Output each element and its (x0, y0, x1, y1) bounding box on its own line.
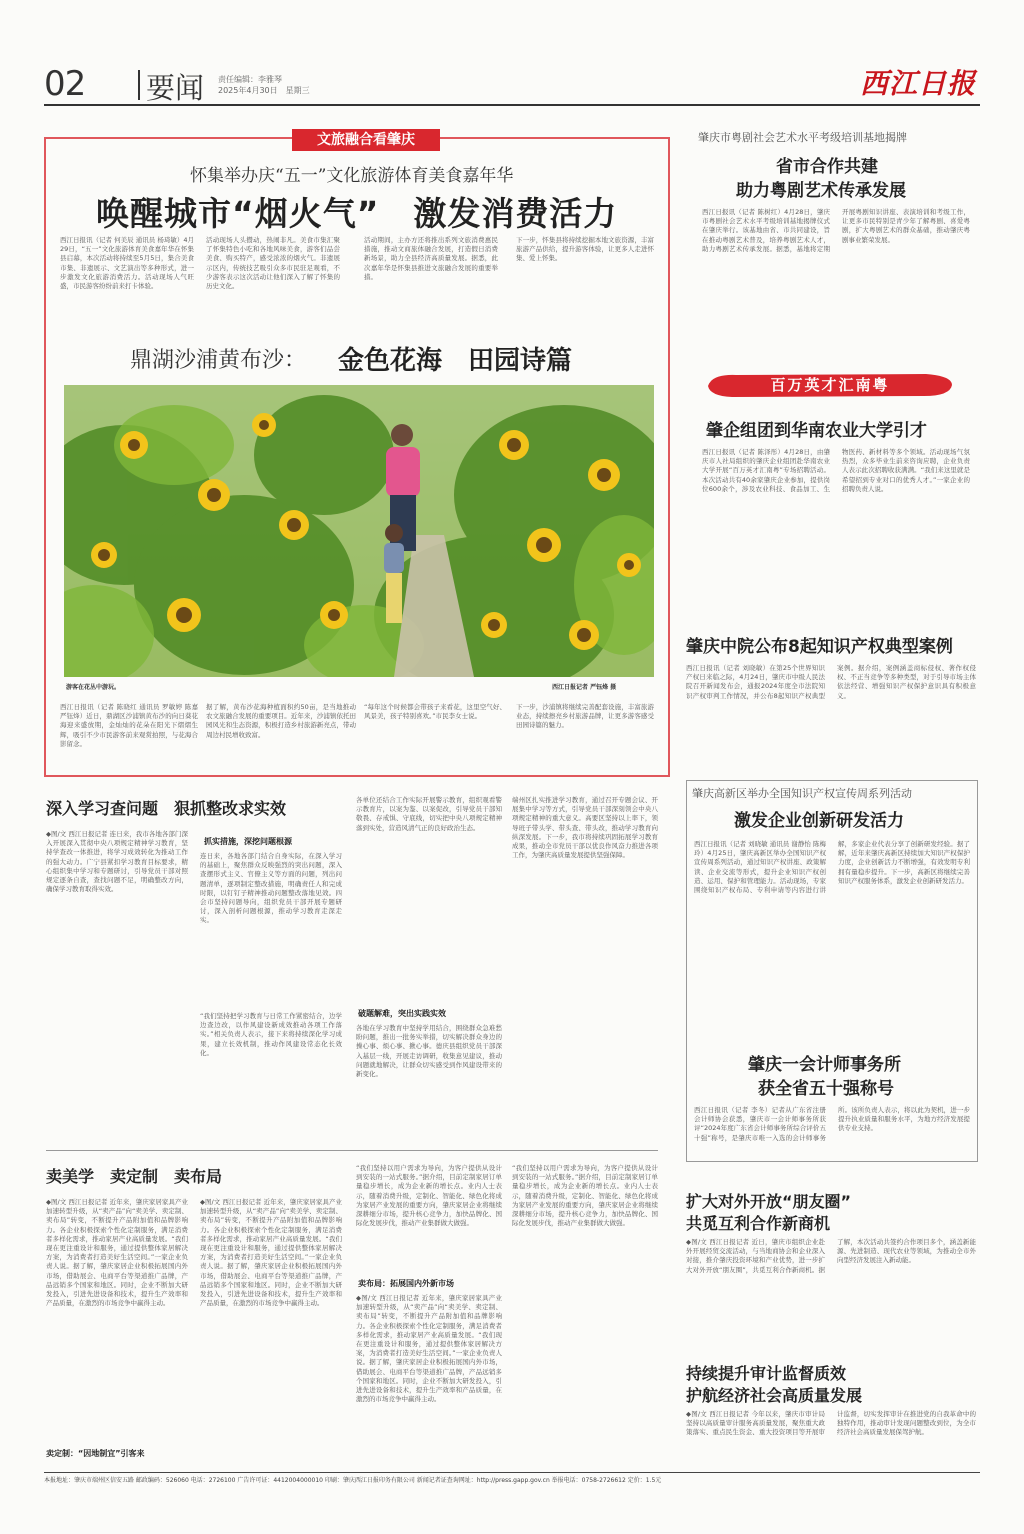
feature2-body-col1: 西江日报讯（记者 陈晓红 通讯员 罗敏婷 陈嘉 严钰烽）近日，鼎湖区沙浦镇黄布沙的向日葵花海迎来盛放期，金灿灿的花朵在阳光下熠熠生辉，吸引不少市民游客前来观赏拍照，与花海合影留念。 (60, 703, 198, 748)
banner (706, 372, 954, 398)
lower-article2-body-col3: “我们坚持以用户需求为导向，为客户提供从设计到安装的一站式服务。”据介绍，目前定制家居订单量稳步增长，成为企业新的增长点。业内人士表示，随着消费升级，定制化、智能化、绿色化将成为家居产业发展的重要方向，肇庆家居企业将继续深耕细分市场，提升核心竞争力，加快品牌化、国际化发展步伐，推动产业集群做大做强。 (356, 1164, 502, 1228)
section-divider (46, 1150, 658, 1151)
lower-article2-body-col3b: ◆图/文 西江日报记者 近年来，肇庆家居家具产业加速转型升级，从“卖产品”向“卖美学、卖定制、卖布局”转变，不断提升产品附加值和品牌影响力。各企业积极探索个性化定制服务，满足消费者多样化需求，推动家居产业高质量发展。“我们现在更注重设计和服务，通过提供整体家居解决方案，为消费者打造美好生活空间。”一家企业负责人说。据了解，肇庆家居企业积极拓展国内外市场，借助展会、电商平台等渠道推广品牌，产品远销多个国家和地区。同时，企业不断加大研发投入，引进先进设备和技术，提升生产效率和产品质量，在激烈的市场竞争中赢得主动。 (356, 1294, 502, 1404)
lower-article1-subhead1: 抓实措施，深挖问题根源 (204, 837, 292, 846)
feature-body-col3: 活动期间，主办方还将推出系列文旅消费惠民措施，推动文商旅体融合发展，打造假日消费新场景，助力全县经济高质量发展。据悉，此次嘉年华是怀集县推进文旅融合发展的重要举措。 (364, 236, 498, 281)
feature-body-col1: 西江日报讯（记者 何美辰 通讯员 杨琦敏）4月29日，“五一”文化旅游体育美食嘉年华在怀集县启幕，本次活动将持续至5月5日，集合美食市集、非遗展示、文艺演出等多种形式，进一步激发文化旅游消费活力。活动现场人气旺盛，市民游客纷纷前来打卡体验。 (60, 236, 194, 291)
lower-article2-body-col1: ◆图/文 西江日报记者 近年来，肇庆家居家具产业加速转型升级，从“卖产品”向“卖美学、卖定制、卖布局”转变，不断提升产品附加值和品牌影响力。各企业积极探索个性化定制服务，满足消费者多样化需求，推动家居产业高质量发展。“我们现在更注重设计和服务，通过提供整体家居解决方案，为消费者打造美好生活空间。”一家企业负责人说。据了解，肇庆家居企业积极拓展国内外市场，借助展会、电商平台等渠道推广品牌，产品远销多个国家和地区。同时，企业不断加大研发投入，引进先进设备和技术，提升生产效率和产品质量，在激烈的市场竞争中赢得主动。 (46, 1198, 188, 1308)
photo-credit: 西江日报记者 严钰烽 摄 (552, 684, 617, 691)
newspaper-logo: 西江日报 (859, 67, 976, 100)
article4-title: 激发企业创新研发活力 (734, 811, 904, 831)
article5-title-line2: 获全省五十强称号 (758, 1079, 894, 1099)
lower-article1-body-col1: ◆图/文 西江日报记者 连日来，我市各地各部门深入开展深入贯彻中央八项规定精神学习教育，坚持学查改一体推进，将学习成效转化为推动工作的强大动力。广宁县紧扣学习教育目标要求，精心组织集中学习和专题研讨，引导党员干部对照规定逐条自查，查找问题不足，明确整改方向，确保学习教育取得实效。 (46, 830, 188, 894)
article3-title: 肇庆中院公布8起知识产权典型案例 (686, 637, 953, 657)
date-line: 2025年4月30日 星期三 (218, 86, 310, 95)
article2-body: 西江日报讯（记者 陈泽彤）4月28日，由肇庆市人社局组织的肇庆企业组团赴华南农业大学开展“百万英才汇南粤”专场招聘活动。本次活动共有40余家肇庆企业参加，提供岗位600余个，涉及农业科技、食品加工、生物医药、新材料等多个领域。活动现场气氛热烈，众多毕业生前来咨询应聘，企业负责人表示此次招聘收获满满。“我们来这里就是希望招到专业对口的优秀人才。”一家企业的招聘负责人说。 (702, 448, 970, 493)
feature2-body-col4: 下一步，沙浦镇将继续完善配套设施，丰富旅游业态，持续擦亮乡村旅游品牌，让更多游客感受田园诗篇的魅力。 (516, 703, 654, 730)
article6-title-line2: 共觅互利合作新商机 (686, 1214, 831, 1233)
article7-body: ◆图/文 西江日报记者 今年以来，肇庆市审计局坚持以高质量审计服务高质量发展，聚焦重大政策落实、重点民生资金、重大投资项目等开展审计监督，切实发挥审计在推进党的自我革命中的独特作用，推动审计发现问题整改到位，为全市经济社会高质量发展保驾护航。 (686, 1410, 976, 1437)
editor-line: 责任编辑：李雅琴 (218, 75, 282, 84)
article1-kicker: 肇庆市粤剧社会艺术水平考级培训基地揭牌 (698, 131, 907, 144)
article2-title: 肇企组团到华南农业大学引才 (706, 421, 927, 441)
lower-article2-subhead1: 卖定制：“因地制宜”引客来 (46, 1449, 145, 1458)
sunflower-field-illustration (64, 385, 654, 677)
article5-title-line1: 肇庆一会计师事务所 (748, 1055, 901, 1075)
feature2-body-col2: 据了解，黄布沙花海种植面积约50亩，是当地推动农文旅融合发展的重要项目。近年来，沙浦镇依托田园风光和生态资源，积极打造乡村旅游新亮点，带动周边村民增收致富。 (206, 703, 356, 739)
lower-article1-body-col2b: “我们坚持把学习教育与日常工作紧密结合，边学边查边改，以作风建设新成效推动各项工作落实。”相关负责人表示，接下来将持续深化学习成果，建立长效机制，推动作风建设常态化长效化。 (200, 1012, 342, 1057)
article7-title-line2: 护航经济社会高质量发展 (686, 1386, 863, 1405)
sub-headline: 金色花海 田园诗篇 (338, 346, 573, 376)
section-name: 要闻 (146, 71, 205, 105)
lower-article1-body-col3: 各单位还结合工作实际开展警示教育，组织观看警示教育片，以案为鉴、以案促改，引导党员干部知敬畏、存戒惧、守底线，切实把中央八项规定精神落到实处，营造风清气正的良好政治生态。 (356, 796, 502, 832)
lower-article2-body-col2: ◆图/文 西江日报记者 近年来，肇庆家居家具产业加速转型升级，从“卖产品”向“卖美学、卖定制、卖布局”转变，不断提升产品附加值和品牌影响力。各企业积极探索个性化定制服务，满足消费者多样化需求，推动家居产业高质量发展。“我们现在更注重设计和服务，通过提供整体家居解决方案，为消费者打造美好生活空间。”一家企业负责人说。据了解，肇庆家居企业积极拓展国内外市场，借助展会、电商平台等渠道推广品牌，产品远销多个国家和地区。同时，企业不断加大研发投入，引进先进设备和技术，提升生产效率和产品质量，在激烈的市场竞争中赢得主动。 (200, 1198, 342, 1308)
article7-title-line1: 持续提升审计监督质效 (686, 1364, 847, 1383)
footer-rule (44, 1472, 980, 1473)
article3-body: 西江日报讯（记者 刘晓敏）在第25个世界知识产权日来临之际，4月24日，肇庆市中级人民法院召开新闻发布会，通报2024年度全市法院知识产权审判工作情况，并公布8起知识产权典型案例。据介绍，案例涵盖商标侵权、著作权侵权、不正当竞争等多种类型，对于引导市场主体依法经营、增强知识产权保护意识具有积极意义。 (686, 664, 976, 700)
article1-title-line1: 省市合作共建 (776, 157, 878, 177)
lower-article1-sub1-body: 连日来，各地各部门结合自身实际，在深入学习的基础上，聚焦群众反映强烈的突出问题，深入查摆形式主义、官僚主义等方面的问题，列出问题清单，逐项制定整改措施，明确责任人和完成时限，以钉钉子精神推动问题整改落地见效。四会市坚持问题导向，组织党员干部开展专题研讨，深入剖析问题根源，推动学习教育走深走实。 (200, 852, 342, 925)
article4-body: 西江日报讯（记者 刘晓敏 通讯员 谢静怡 陈梅玲）4月25日，肇庆高新区举办全国知识产权宣传周系列活动，通过知识产权讲座、政策解读、企业交流等形式，提升企业知识产权创造、运用、保护和管理能力。活动现场，专家围绕知识产权布局、专利申请等内容进行讲解，多家企业代表分享了创新研发经验。据了解，近年来肇庆高新区持续加大知识产权保护力度，企业创新活力不断增强，有效发明专利拥有量稳步提升。下一步，高新区将继续完善知识产权服务体系，激发企业创新研发活力。 (694, 840, 970, 895)
lower-article1-subhead2: 破题解难，突出实践实效 (358, 1009, 446, 1018)
sub-headline-prefix: 鼎湖沙浦黄布沙： (130, 348, 307, 373)
feature-kicker: 怀集举办庆“五一”文化旅游体育美食嘉年华 (190, 166, 514, 186)
lower-article1-body-col4: 端州区扎实推进学习教育，通过召开专题会议、开展集中学习等方式，引导党员干部深刻领会中央八项规定精神的重大意义。高要区坚持以上率下，领导班子带头学、带头查、带头改，推动学习教育向纵深发展。下一步，我市将持续巩固拓展学习教育成果，推动全市党员干部以优良作风奋力推进各项工作，为肇庆高质量发展提供坚强保障。 (512, 796, 658, 860)
feature2-body-col3: “每年这个时候都会带孩子来看花，这里空气好、风景美，孩子特别喜欢。”市民李女士说。 (364, 703, 506, 721)
article4-kicker: 肇庆高新区举办全国知识产权宣传周系列活动 (692, 787, 912, 800)
page-number: 02 (44, 64, 86, 104)
article6-body: ◆图/文 西江日报记者 近日，肇庆市组织企业赴外开展经贸交流活动，与当地商协会和企业深入对接，推介肇庆投资环境和产业优势，进一步扩大对外开放“朋友圈”，共觅互利合作新商机。据了解，本次活动共签约合作项目多个，涵盖新能源、先进制造、现代农业等领域，为推动全市外向型经济发展注入新动能。 (686, 1238, 976, 1274)
lower-article2-body-col4: “我们坚持以用户需求为导向，为客户提供从设计到安装的一站式服务。”据介绍，目前定制家居订单量稳步增长，成为企业新的增长点。业内人士表示，随着消费升级，定制化、智能化、绿色化将成为家居产业发展的重要方向，肇庆家居企业将继续深耕细分市场，提升核心竞争力，加快品牌化、国际化发展步伐，推动产业集群做大做强。 (512, 1164, 658, 1228)
article1-body: 西江日报讯（记者 陈树红）4月28日，肇庆市粤剧社会艺术水平考级培训基地揭牌仪式在肇庆举行。该基地由省、市共同建设，旨在推动粤剧艺术普及，培养粤剧艺术人才，助力粤剧艺术传承发展。据悉，基地将定期开展粤剧知识讲座、表演培训和考级工作，让更多市民特别是青少年了解粤剧、喜爱粤剧，扩大粤剧艺术的群众基础，推动肇庆粤剧事业繁荣发展。 (702, 208, 970, 253)
masthead-divider (138, 70, 140, 100)
article6-title-line1: 扩大对外开放“朋友圈” (686, 1192, 852, 1211)
footer-info: 本报地址：肇庆市端州区信安五路 邮政编码：526060 电话：2726100 广告许可证：4412004000010 印刷：肇庆西江日报印务有限公司 新闻记者证查询网址：http://press.gapp.gov.cn 举报电话：0758-2726612 定价：1.5元 (44, 1477, 662, 1484)
lower-article2-subhead2: 卖布局：拓展国内外新市场 (358, 1279, 454, 1288)
lower-article1-sub2-body: 各地在学习教育中坚持学用结合，围绕群众急难愁盼问题，推出一批务实举措，切实解决群众身边的操心事、烦心事、揪心事。德庆县组织党员干部深入基层一线，开展走访调研，收集意见建议，推动问题就地解决，让群众切实感受到作风建设带来的新变化。 (356, 1024, 502, 1079)
masthead (44, 62, 980, 106)
article5-body: 西江日报讯（记者 李冬）记者从广东省注册会计师协会获悉，肇庆市一会计师事务所获评“2024年度广东省会计师事务所综合评价五十强”称号，是肇庆市唯一入选的会计师事务所。该所负责人表示，将以此为契机，进一步提升执业质量和服务水平，为地方经济发展提供专业支持。 (694, 1106, 970, 1142)
feature-headline: 唤醒城市“烟火气” 激发消费活力 (96, 194, 618, 233)
feature-body-col4: 下一步，怀集县将持续挖掘本地文旅资源，丰富旅游产品供给，提升游客体验，让更多人走进怀集、爱上怀集。 (516, 236, 654, 263)
article1-title-line2: 助力粤剧艺术传承发展 (736, 181, 906, 201)
photo-caption: 游客在花丛中游玩。 (66, 684, 121, 691)
lower-article2-title: 卖美学 卖定制 卖布局 (46, 1167, 223, 1186)
feature-tag: 文旅融合看肇庆 (292, 129, 440, 151)
editor-info (218, 74, 310, 96)
sunflower-photo (64, 385, 654, 677)
banner-text: 百万英才汇南粤 (770, 376, 890, 394)
lower-article1-title: 深入学习查问题 狠抓整改求实效 (46, 799, 287, 818)
feature-body-col2: 活动现场人头攒动，热闹非凡。美食市集汇聚了怀集特色小吃和各地风味美食，游客们品尝美食、购买特产，感受浓浓的烟火气。非遗展示区内，传统技艺吸引众多市民驻足观看，不少游客表示这次活动让他们深入了解了怀集的历史文化。 (206, 236, 340, 291)
